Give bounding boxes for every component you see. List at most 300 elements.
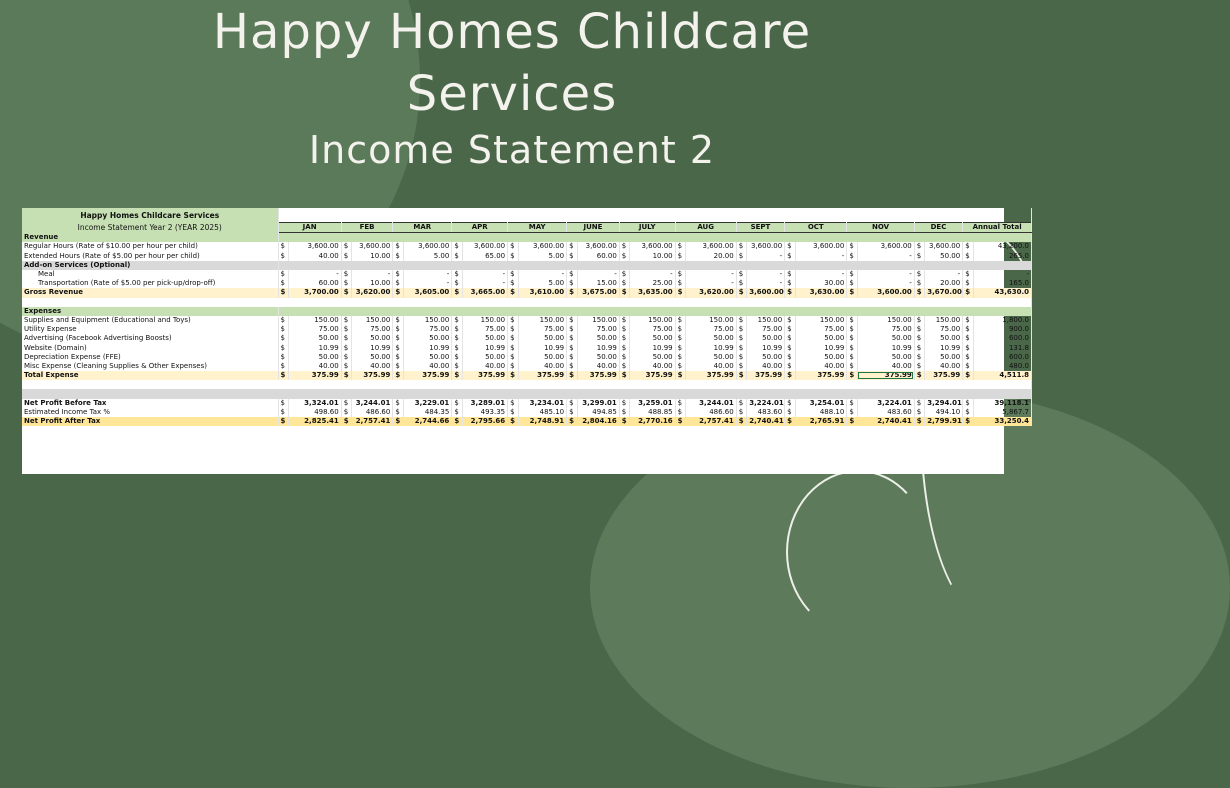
row-label[interactable]: Net Profit After Tax bbox=[22, 417, 278, 426]
row-label[interactable]: Website (Domain) bbox=[22, 343, 278, 352]
currency-symbol: $ bbox=[736, 417, 747, 426]
value-cell-may[interactable]: 3,234.01 bbox=[518, 399, 566, 408]
currency-symbol: $ bbox=[785, 288, 796, 297]
value-cell-mar[interactable]: 3,229.01 bbox=[403, 399, 451, 408]
value-cell-sept[interactable]: 2,740.41 bbox=[747, 417, 785, 426]
value-cell-aug[interactable]: 2,757.41 bbox=[686, 417, 737, 426]
value-cell-apr[interactable]: 75.00 bbox=[462, 325, 507, 334]
spacer-cell bbox=[22, 389, 1032, 398]
value-cell-july[interactable]: 10.00 bbox=[630, 252, 675, 261]
annual-total-cell[interactable]: 39,118.1 bbox=[973, 399, 1031, 408]
value-cell-feb[interactable]: 10.00 bbox=[352, 252, 393, 261]
value-cell-sept[interactable]: 375.99 bbox=[747, 371, 785, 380]
currency-symbol: $ bbox=[736, 252, 747, 261]
currency-symbol: $ bbox=[847, 343, 858, 352]
currency-symbol: $ bbox=[567, 316, 578, 325]
value-cell-jan[interactable]: 75.00 bbox=[289, 325, 342, 334]
value-cell-june[interactable]: - bbox=[577, 270, 619, 279]
value-cell-apr[interactable]: 50.00 bbox=[462, 334, 507, 343]
currency-symbol: $ bbox=[847, 371, 858, 380]
value-cell-apr[interactable]: 3,665.00 bbox=[462, 288, 507, 297]
month-header-sept[interactable]: SEPT bbox=[736, 223, 784, 233]
value-cell-july[interactable]: 3,600.00 bbox=[630, 242, 675, 251]
currency-symbol: $ bbox=[619, 316, 630, 325]
value-cell-may[interactable]: - bbox=[518, 270, 566, 279]
value-cell-aug[interactable]: 50.00 bbox=[686, 334, 737, 343]
value-cell-nov[interactable]: - bbox=[857, 279, 914, 288]
value-cell-jan[interactable]: 3,600.00 bbox=[289, 242, 342, 251]
value-cell-aug[interactable]: 3,244.01 bbox=[686, 399, 737, 408]
spacer-row bbox=[22, 389, 1032, 398]
annual-total-cell[interactable]: 1,800.0 bbox=[973, 316, 1031, 325]
value-cell-dec[interactable]: 40.00 bbox=[925, 362, 963, 371]
value-cell-mar[interactable]: 10.99 bbox=[403, 343, 451, 352]
value-cell-feb[interactable]: 3,620.00 bbox=[352, 288, 393, 297]
currency-symbol: $ bbox=[914, 270, 925, 279]
currency-symbol: $ bbox=[619, 270, 630, 279]
currency-symbol: $ bbox=[452, 279, 463, 288]
value-cell-aug[interactable]: 3,600.00 bbox=[686, 242, 737, 251]
annual-total-cell[interactable]: 265.0 bbox=[973, 252, 1031, 261]
spacer-row bbox=[22, 298, 1032, 307]
value-cell-sept[interactable]: 3,600.00 bbox=[747, 242, 785, 251]
value-cell-july[interactable]: 3,635.00 bbox=[630, 288, 675, 297]
value-cell-sept[interactable]: - bbox=[747, 252, 785, 261]
value-cell-dec[interactable]: 3,600.00 bbox=[925, 242, 963, 251]
value-cell-july[interactable]: 375.99 bbox=[630, 371, 675, 380]
currency-symbol: $ bbox=[278, 408, 289, 417]
currency-symbol: $ bbox=[341, 279, 352, 288]
value-cell-aug[interactable]: - bbox=[686, 279, 737, 288]
value-cell-may[interactable]: 3,600.00 bbox=[518, 242, 566, 251]
currency-symbol: $ bbox=[278, 288, 289, 297]
value-cell-mar[interactable]: 50.00 bbox=[403, 353, 451, 362]
value-cell-oct[interactable]: 150.00 bbox=[795, 316, 847, 325]
value-cell-feb[interactable]: 40.00 bbox=[352, 362, 393, 371]
currency-symbol: $ bbox=[785, 242, 796, 251]
value-cell-mar[interactable]: 40.00 bbox=[403, 362, 451, 371]
value-cell-sept[interactable]: 10.99 bbox=[747, 343, 785, 352]
month-header-mar[interactable]: MAR bbox=[393, 223, 452, 233]
value-cell-apr[interactable]: 3,289.01 bbox=[462, 399, 507, 408]
value-cell-june[interactable]: 50.00 bbox=[577, 353, 619, 362]
value-cell-nov[interactable]: 3,600.00 bbox=[857, 288, 914, 297]
value-cell-feb[interactable]: 50.00 bbox=[352, 353, 393, 362]
value-cell-mar[interactable]: 5.00 bbox=[403, 252, 451, 261]
annual-total-cell[interactable]: 900.0 bbox=[973, 325, 1031, 334]
value-cell-july[interactable]: 75.00 bbox=[630, 325, 675, 334]
row-label[interactable]: Total Expense bbox=[22, 371, 278, 380]
value-cell-sept[interactable]: 150.00 bbox=[747, 316, 785, 325]
value-cell-jan[interactable]: 150.00 bbox=[289, 316, 342, 325]
value-cell-aug[interactable]: 20.00 bbox=[686, 252, 737, 261]
table-row bbox=[22, 343, 1032, 352]
value-cell-june[interactable]: 75.00 bbox=[577, 325, 619, 334]
table-row bbox=[22, 417, 1032, 426]
annual-total-cell[interactable]: 165.0 bbox=[973, 279, 1031, 288]
row-label[interactable]: Regular Hours (Rate of $10.00 per hour per child) bbox=[22, 242, 278, 251]
value-cell-dec[interactable]: - bbox=[925, 270, 963, 279]
annual-total-cell[interactable]: 43,200.0 bbox=[973, 242, 1031, 251]
value-cell-mar[interactable]: 75.00 bbox=[403, 325, 451, 334]
value-cell-aug[interactable]: 40.00 bbox=[686, 362, 737, 371]
currency-symbol: $ bbox=[619, 288, 630, 297]
value-cell-nov[interactable]: 10.99 bbox=[857, 343, 914, 352]
value-cell-mar[interactable]: 484.35 bbox=[403, 408, 451, 417]
row-label[interactable]: Meal bbox=[22, 270, 278, 279]
value-cell-apr[interactable]: 65.00 bbox=[462, 252, 507, 261]
row-label[interactable]: Estimated Income Tax % bbox=[22, 408, 278, 417]
value-cell-jan[interactable]: 40.00 bbox=[289, 362, 342, 371]
month-header-june[interactable]: JUNE bbox=[567, 223, 620, 233]
annual-total-cell[interactable]: 480.0 bbox=[973, 362, 1031, 371]
currency-symbol: $ bbox=[736, 371, 747, 380]
value-cell-june[interactable]: 3,299.01 bbox=[577, 399, 619, 408]
row-label[interactable]: Utility Expense bbox=[22, 325, 278, 334]
value-cell-dec[interactable]: 20.00 bbox=[925, 279, 963, 288]
value-cell-jan[interactable]: 3,324.01 bbox=[289, 399, 342, 408]
value-cell-mar[interactable]: - bbox=[403, 279, 451, 288]
value-cell-sept[interactable]: 75.00 bbox=[747, 325, 785, 334]
currency-symbol: $ bbox=[847, 279, 858, 288]
currency-symbol: $ bbox=[567, 334, 578, 343]
value-cell-oct[interactable]: - bbox=[795, 270, 847, 279]
value-cell-may[interactable]: 75.00 bbox=[518, 325, 566, 334]
value-cell-dec[interactable]: 3,294.01 bbox=[925, 399, 963, 408]
row-label[interactable]: Gross Revenue bbox=[22, 288, 278, 297]
value-cell-jan[interactable]: 2,825.41 bbox=[289, 417, 342, 426]
currency-symbol: $ bbox=[619, 252, 630, 261]
value-cell-june[interactable]: 3,600.00 bbox=[577, 242, 619, 251]
currency-symbol: $ bbox=[914, 353, 925, 362]
value-cell-dec[interactable]: 375.99 bbox=[925, 371, 963, 380]
value-cell-aug[interactable]: 375.99 bbox=[686, 371, 737, 380]
currency-symbol: $ bbox=[341, 417, 352, 426]
month-header-jan[interactable]: JAN bbox=[278, 223, 341, 233]
month-header-feb[interactable]: FEB bbox=[341, 223, 393, 233]
value-cell-aug[interactable]: 10.99 bbox=[686, 343, 737, 352]
value-cell-july[interactable]: 25.00 bbox=[630, 279, 675, 288]
value-cell-aug[interactable]: 3,620.00 bbox=[686, 288, 737, 297]
month-header-oct[interactable]: OCT bbox=[785, 223, 847, 233]
value-cell-sept[interactable]: 40.00 bbox=[747, 362, 785, 371]
value-cell-oct[interactable]: 488.10 bbox=[795, 408, 847, 417]
currency-symbol: $ bbox=[963, 408, 974, 417]
row-label[interactable]: Net Profit Before Tax bbox=[22, 399, 278, 408]
value-cell-nov[interactable]: 50.00 bbox=[857, 334, 914, 343]
value-cell-june[interactable]: 3,675.00 bbox=[577, 288, 619, 297]
value-cell-oct[interactable]: 50.00 bbox=[795, 353, 847, 362]
currency-symbol: $ bbox=[847, 252, 858, 261]
value-cell-nov[interactable]: 2,740.41 bbox=[857, 417, 914, 426]
value-cell-feb[interactable]: 375.99 bbox=[352, 371, 393, 380]
value-cell-aug[interactable]: 75.00 bbox=[686, 325, 737, 334]
value-cell-nov[interactable]: 50.00 bbox=[857, 353, 914, 362]
row-label[interactable]: Extended Hours (Rate of $5.00 per hour per child) bbox=[22, 252, 278, 261]
currency-symbol: $ bbox=[736, 334, 747, 343]
value-cell-dec[interactable]: 3,670.00 bbox=[925, 288, 963, 297]
row-label[interactable]: Misc Expense (Cleaning Supplies & Other Expenses) bbox=[22, 362, 278, 371]
currency-symbol: $ bbox=[675, 316, 686, 325]
value-cell-aug[interactable]: - bbox=[686, 270, 737, 279]
value-cell-dec[interactable]: 494.10 bbox=[925, 408, 963, 417]
value-cell-oct[interactable]: 40.00 bbox=[795, 362, 847, 371]
value-cell-feb[interactable]: 3,244.01 bbox=[352, 399, 393, 408]
value-cell-dec[interactable]: 2,799.91 bbox=[925, 417, 963, 426]
value-cell-june[interactable]: 2,804.16 bbox=[577, 417, 619, 426]
currency-symbol: $ bbox=[508, 252, 519, 261]
value-cell-may[interactable]: 5.00 bbox=[518, 252, 566, 261]
value-cell-apr[interactable]: 50.00 bbox=[462, 353, 507, 362]
value-cell-oct[interactable]: - bbox=[795, 252, 847, 261]
month-header-may[interactable]: MAY bbox=[508, 223, 567, 233]
value-cell-mar[interactable]: 3,600.00 bbox=[403, 242, 451, 251]
row-label[interactable]: Depreciation Expense (FFE) bbox=[22, 353, 278, 362]
section-fill bbox=[278, 233, 1031, 243]
table-row bbox=[22, 325, 1032, 334]
value-cell-dec[interactable]: 75.00 bbox=[925, 325, 963, 334]
currency-symbol: $ bbox=[619, 417, 630, 426]
value-cell-aug[interactable]: 486.60 bbox=[686, 408, 737, 417]
currency-symbol: $ bbox=[619, 353, 630, 362]
value-cell-may[interactable]: 3,610.00 bbox=[518, 288, 566, 297]
value-cell-may[interactable]: 5.00 bbox=[518, 279, 566, 288]
currency-symbol: $ bbox=[736, 353, 747, 362]
currency-symbol: $ bbox=[278, 279, 289, 288]
currency-symbol: $ bbox=[508, 334, 519, 343]
value-cell-june[interactable]: 375.99 bbox=[577, 371, 619, 380]
annual-total-cell[interactable]: 43,630.0 bbox=[973, 288, 1031, 297]
month-header-july[interactable]: JULY bbox=[619, 223, 675, 233]
currency-symbol: $ bbox=[278, 362, 289, 371]
month-header-dec[interactable]: DEC bbox=[914, 223, 962, 233]
currency-symbol: $ bbox=[452, 408, 463, 417]
value-cell-jan[interactable]: 50.00 bbox=[289, 334, 342, 343]
section-label[interactable]: Add-on Services (Optional) bbox=[22, 261, 278, 270]
value-cell-sept[interactable]: - bbox=[747, 270, 785, 279]
currency-symbol: $ bbox=[452, 362, 463, 371]
currency-symbol: $ bbox=[278, 325, 289, 334]
value-cell-oct[interactable]: 2,765.91 bbox=[795, 417, 847, 426]
currency-symbol: $ bbox=[452, 371, 463, 380]
value-cell-june[interactable]: 15.00 bbox=[577, 279, 619, 288]
annual-total-cell[interactable]: 4,511.8 bbox=[973, 371, 1031, 380]
value-cell-dec[interactable]: 10.99 bbox=[925, 343, 963, 352]
value-cell-apr[interactable]: 2,795.66 bbox=[462, 417, 507, 426]
value-cell-mar[interactable]: 375.99 bbox=[403, 371, 451, 380]
value-cell-july[interactable]: 2,770.16 bbox=[630, 417, 675, 426]
value-cell-sept[interactable]: 483.60 bbox=[747, 408, 785, 417]
value-cell-may[interactable]: 2,748.91 bbox=[518, 417, 566, 426]
table-row bbox=[22, 242, 1032, 251]
value-cell-june[interactable]: 40.00 bbox=[577, 362, 619, 371]
value-cell-dec[interactable]: 150.00 bbox=[925, 316, 963, 325]
value-cell-july[interactable]: 488.85 bbox=[630, 408, 675, 417]
value-cell-feb[interactable]: 3,600.00 bbox=[352, 242, 393, 251]
value-cell-nov[interactable]: 483.60 bbox=[857, 408, 914, 417]
value-cell-jan[interactable]: - bbox=[289, 270, 342, 279]
value-cell-jan[interactable]: 10.99 bbox=[289, 343, 342, 352]
value-cell-dec[interactable]: 50.00 bbox=[925, 353, 963, 362]
value-cell-oct[interactable]: 50.00 bbox=[795, 334, 847, 343]
currency-symbol: $ bbox=[914, 362, 925, 371]
currency-symbol: $ bbox=[452, 288, 463, 297]
currency-symbol: $ bbox=[963, 334, 974, 343]
value-cell-july[interactable]: 3,259.01 bbox=[630, 399, 675, 408]
value-cell-jan[interactable]: 375.99 bbox=[289, 371, 342, 380]
value-cell-mar[interactable]: 3,605.00 bbox=[403, 288, 451, 297]
section-label[interactable]: Expenses bbox=[22, 307, 278, 316]
currency-symbol: $ bbox=[341, 399, 352, 408]
value-cell-apr[interactable]: - bbox=[462, 270, 507, 279]
value-cell-june[interactable]: 150.00 bbox=[577, 316, 619, 325]
value-cell-feb[interactable]: 10.00 bbox=[352, 279, 393, 288]
currency-symbol: $ bbox=[963, 399, 974, 408]
currency-symbol: $ bbox=[278, 353, 289, 362]
value-cell-oct[interactable]: 3,600.00 bbox=[795, 242, 847, 251]
currency-symbol: $ bbox=[452, 334, 463, 343]
value-cell-nov[interactable]: - bbox=[857, 270, 914, 279]
value-cell-mar[interactable]: - bbox=[403, 270, 451, 279]
section-header-row bbox=[22, 261, 1032, 270]
value-cell-aug[interactable]: 150.00 bbox=[686, 316, 737, 325]
row-label[interactable]: Advertising (Facebook Advertising Boosts) bbox=[22, 334, 278, 343]
slide-title-line1: Happy Homes Childcare bbox=[212, 4, 812, 60]
value-cell-may[interactable]: 10.99 bbox=[518, 343, 566, 352]
month-header-apr[interactable]: APR bbox=[452, 223, 508, 233]
value-cell-sept[interactable]: 3,600.00 bbox=[747, 288, 785, 297]
value-cell-apr[interactable]: 375.99 bbox=[462, 371, 507, 380]
value-cell-nov[interactable]: 40.00 bbox=[857, 362, 914, 371]
annual-total-cell[interactable]: - bbox=[973, 270, 1031, 279]
value-cell-jan[interactable]: 3,700.00 bbox=[289, 288, 342, 297]
value-cell-oct[interactable]: 30.00 bbox=[795, 279, 847, 288]
value-cell-oct[interactable]: 10.99 bbox=[795, 343, 847, 352]
value-cell-nov[interactable]: 3,224.01 bbox=[857, 399, 914, 408]
value-cell-oct[interactable]: 3,630.00 bbox=[795, 288, 847, 297]
value-cell-may[interactable]: 485.10 bbox=[518, 408, 566, 417]
value-cell-june[interactable]: 60.00 bbox=[577, 252, 619, 261]
value-cell-aug[interactable]: 50.00 bbox=[686, 353, 737, 362]
currency-symbol: $ bbox=[963, 362, 974, 371]
currency-symbol: $ bbox=[341, 252, 352, 261]
value-cell-mar[interactable]: 150.00 bbox=[403, 316, 451, 325]
table-row bbox=[22, 353, 1032, 362]
month-header-aug[interactable]: AUG bbox=[675, 223, 736, 233]
spacer-cell bbox=[22, 380, 1032, 389]
currency-symbol: $ bbox=[963, 270, 974, 279]
currency-symbol: $ bbox=[278, 242, 289, 251]
value-cell-jan[interactable]: 50.00 bbox=[289, 353, 342, 362]
value-cell-feb[interactable]: 10.99 bbox=[352, 343, 393, 352]
value-cell-oct[interactable]: 3,254.01 bbox=[795, 399, 847, 408]
value-cell-feb[interactable]: 75.00 bbox=[352, 325, 393, 334]
value-cell-nov[interactable]: 3,600.00 bbox=[857, 242, 914, 251]
currency-symbol: $ bbox=[963, 252, 974, 261]
value-cell-june[interactable]: 50.00 bbox=[577, 334, 619, 343]
annual-total-cell[interactable]: 33,250.4 bbox=[973, 417, 1031, 426]
value-cell-apr[interactable]: - bbox=[462, 279, 507, 288]
value-cell-sept[interactable]: - bbox=[747, 279, 785, 288]
value-cell-dec[interactable]: 50.00 bbox=[925, 334, 963, 343]
currency-symbol: $ bbox=[736, 270, 747, 279]
annual-total-header[interactable]: Annual Total bbox=[963, 223, 1032, 233]
value-cell-apr[interactable]: 40.00 bbox=[462, 362, 507, 371]
row-label[interactable]: Transportation (Rate of $5.00 per pick-up/drop-off) bbox=[22, 279, 278, 288]
value-cell-july[interactable]: 50.00 bbox=[630, 334, 675, 343]
currency-symbol: $ bbox=[567, 343, 578, 352]
annual-total-cell[interactable]: 131.8 bbox=[973, 343, 1031, 352]
value-cell-apr[interactable]: 10.99 bbox=[462, 343, 507, 352]
company-name: Happy Homes Childcare Services bbox=[22, 208, 278, 223]
currency-symbol: $ bbox=[914, 399, 925, 408]
value-cell-dec[interactable]: 50.00 bbox=[925, 252, 963, 261]
row-label[interactable]: Supplies and Equipment (Educational and Toys) bbox=[22, 316, 278, 325]
income-statement-table bbox=[22, 208, 1032, 426]
value-cell-may[interactable]: 40.00 bbox=[518, 362, 566, 371]
value-cell-may[interactable]: 50.00 bbox=[518, 353, 566, 362]
value-cell-july[interactable]: 40.00 bbox=[630, 362, 675, 371]
currency-symbol: $ bbox=[675, 343, 686, 352]
value-cell-july[interactable]: - bbox=[630, 270, 675, 279]
value-cell-apr[interactable]: 150.00 bbox=[462, 316, 507, 325]
currency-symbol: $ bbox=[393, 288, 404, 297]
currency-symbol: $ bbox=[278, 252, 289, 261]
currency-symbol: $ bbox=[847, 334, 858, 343]
value-cell-may[interactable]: 150.00 bbox=[518, 316, 566, 325]
value-cell-may[interactable]: 50.00 bbox=[518, 334, 566, 343]
value-cell-july[interactable]: 50.00 bbox=[630, 353, 675, 362]
value-cell-apr[interactable]: 493.35 bbox=[462, 408, 507, 417]
value-cell-oct[interactable]: 375.99 bbox=[795, 371, 847, 380]
value-cell-july[interactable]: 150.00 bbox=[630, 316, 675, 325]
value-cell-feb[interactable]: 50.00 bbox=[352, 334, 393, 343]
value-cell-sept[interactable]: 50.00 bbox=[747, 353, 785, 362]
value-cell-sept[interactable]: 3,224.01 bbox=[747, 399, 785, 408]
month-header-nov[interactable]: NOV bbox=[847, 223, 914, 233]
currency-symbol: $ bbox=[452, 252, 463, 261]
table-row bbox=[22, 316, 1032, 325]
value-cell-oct[interactable]: 75.00 bbox=[795, 325, 847, 334]
value-cell-nov[interactable]: - bbox=[857, 252, 914, 261]
value-cell-mar[interactable]: 50.00 bbox=[403, 334, 451, 343]
currency-symbol: $ bbox=[278, 399, 289, 408]
value-cell-nov[interactable]: 375.99 bbox=[857, 371, 914, 380]
annual-total-cell[interactable]: 600.0 bbox=[973, 334, 1031, 343]
value-cell-sept[interactable]: 50.00 bbox=[747, 334, 785, 343]
value-cell-mar[interactable]: 2,744.66 bbox=[403, 417, 451, 426]
annual-total-cell[interactable]: 5,867.7 bbox=[973, 408, 1031, 417]
annual-total-cell[interactable]: 600.0 bbox=[973, 353, 1031, 362]
value-cell-jan[interactable]: 498.60 bbox=[289, 408, 342, 417]
value-cell-nov[interactable]: 75.00 bbox=[857, 325, 914, 334]
currency-symbol: $ bbox=[914, 343, 925, 352]
value-cell-june[interactable]: 10.99 bbox=[577, 343, 619, 352]
value-cell-nov[interactable]: 150.00 bbox=[857, 316, 914, 325]
currency-symbol: $ bbox=[847, 399, 858, 408]
value-cell-feb[interactable]: - bbox=[352, 270, 393, 279]
value-cell-jan[interactable]: 40.00 bbox=[289, 252, 342, 261]
value-cell-feb[interactable]: 486.60 bbox=[352, 408, 393, 417]
value-cell-june[interactable]: 494.85 bbox=[577, 408, 619, 417]
value-cell-apr[interactable]: 3,600.00 bbox=[462, 242, 507, 251]
value-cell-jan[interactable]: 60.00 bbox=[289, 279, 342, 288]
value-cell-july[interactable]: 10.99 bbox=[630, 343, 675, 352]
section-label[interactable]: Revenue bbox=[22, 233, 278, 243]
value-cell-feb[interactable]: 150.00 bbox=[352, 316, 393, 325]
value-cell-may[interactable]: 375.99 bbox=[518, 371, 566, 380]
value-cell-feb[interactable]: 2,757.41 bbox=[352, 417, 393, 426]
